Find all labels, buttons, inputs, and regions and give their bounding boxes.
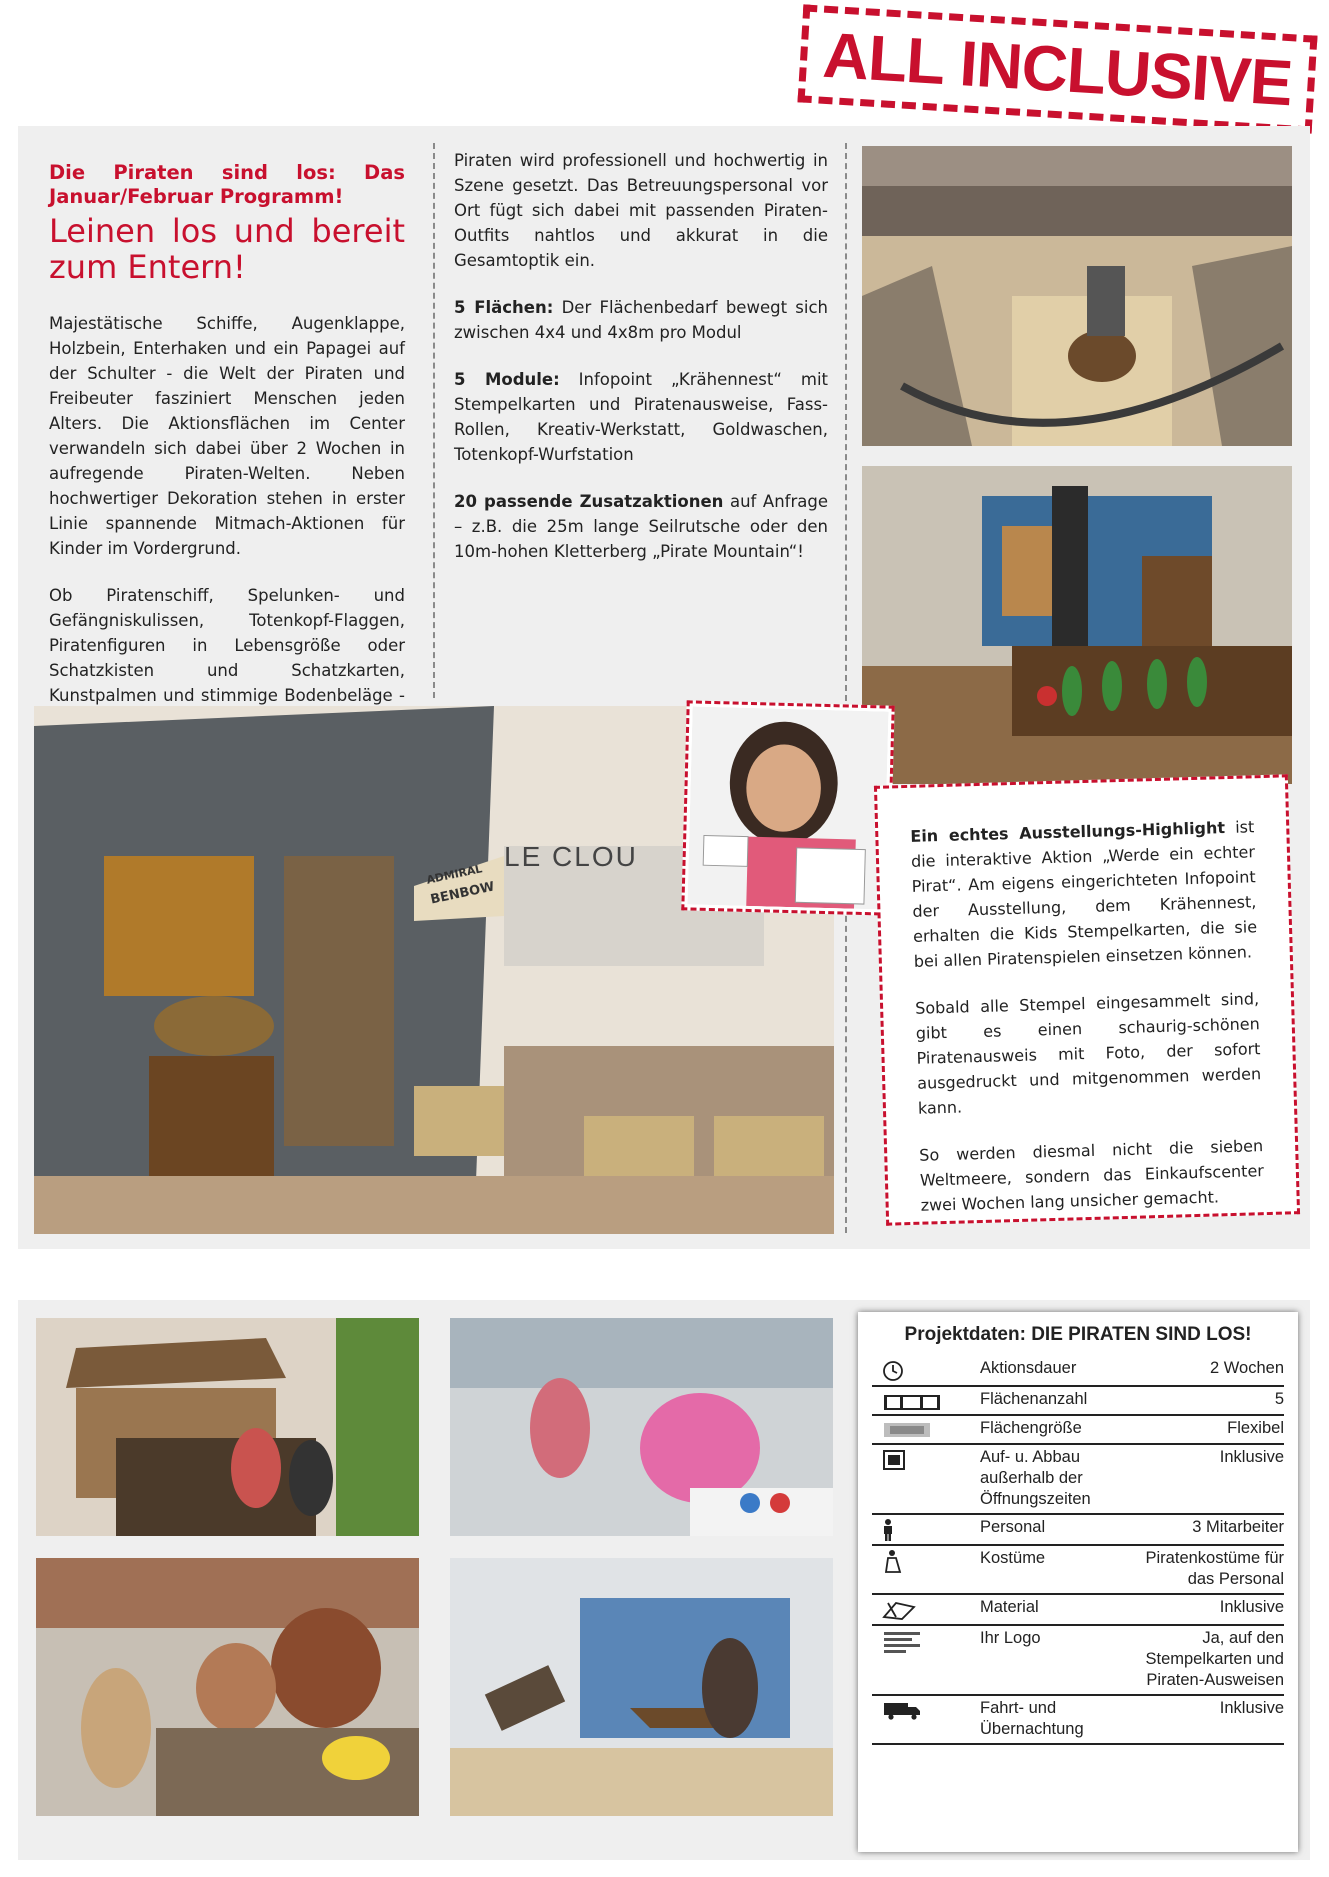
- project-row-label: Kostüme: [980, 1549, 1046, 1567]
- project-row-label: Flächengröße: [980, 1419, 1082, 1437]
- module-text: Infopoint „Krähennest“ mit Stempelkarten und Piratenausweise, Fass-Rollen, Kreativ-Werkstatt, Goldwaschen, Totenkopf-Wurfstation: [454, 370, 828, 464]
- callout-lead-paragraph: [910, 814, 1258, 974]
- project-row-value: 5: [1274, 1390, 1284, 1408]
- project-row-travel: [872, 1696, 1284, 1745]
- project-row-label: Personal: [980, 1518, 1046, 1536]
- intro-paragraph: Majestätische Schiffe, Augenklappe, Holzbein, Enterhaken und ein Papagei auf der Schulter - die Welt der Piraten und Freibeuter fasziniert Menschen jeden Alters. Die Aktionsflächen im Center verwandeln sich dabei über 2 Wochen in aufregende Piraten-Welten. Neben hochwertiger Dekoration stehen in erster Linie spannende Mitmach-Aktionen für Kinder im Vordergrund.: [49, 314, 405, 558]
- project-row-duration: [872, 1356, 1284, 1387]
- project-row-label: Auf- u. Abbau außerhalb der Öffnungszeiten: [980, 1448, 1091, 1508]
- truck-icon: [872, 1698, 980, 1740]
- project-row-value: Inklusive: [1219, 1699, 1284, 1717]
- project-row-value: 3 Mitarbeiter: [1192, 1518, 1284, 1536]
- project-row-value: Inklusive: [1219, 1448, 1284, 1466]
- zusatz-paragraph: [454, 489, 828, 564]
- module-paragraph: [454, 367, 828, 467]
- decoration-paragraph: Ob Piratenschiff, Spelunken- und Gefängniskulissen, Totenkopf-Flaggen, Piratenfiguren in Lebensgröße oder Schatzkisten und Schatzkarten, Kunstpalmen und stimmige Bodenbeläge -: [49, 586, 405, 705]
- zusatz-label: 20 passende Zusatzaktionen: [454, 492, 724, 511]
- stamp-text: ALL INCLUSIVE: [821, 18, 1294, 120]
- material-icon: [872, 1597, 980, 1621]
- project-row-logo: [872, 1626, 1284, 1696]
- project-row-value: Flexibel: [1227, 1419, 1284, 1437]
- clock-icon: [872, 1358, 980, 1382]
- pirate-id-girl-photo: [681, 700, 894, 915]
- face-painting-photo: [450, 1318, 833, 1536]
- project-row-costumes: [872, 1546, 1284, 1595]
- callout-lead-text: ist die interaktive Aktion „Werde ein echter Pirat“. Am eigens eingerichteten Infopoint der Ausstellung, dem Krähennest, erhalten die Kids Stempelkarten, die sie bei allen Piratenspielen einsetzen können.: [910, 817, 1258, 971]
- project-row-label: Fahrt- und Übernachtung: [980, 1699, 1084, 1738]
- logo-icon: [872, 1628, 980, 1691]
- flaechen-label: 5 Flächen:: [454, 298, 554, 317]
- project-row-value: Inklusive: [1219, 1598, 1284, 1616]
- project-row-label: Flächenanzahl: [980, 1390, 1088, 1408]
- project-row-staff: [872, 1515, 1284, 1546]
- left-text-column: [49, 161, 405, 755]
- project-row-label: Material: [980, 1598, 1039, 1616]
- flaechen-paragraph: [454, 295, 828, 345]
- cannon-photo: [450, 1558, 833, 1816]
- all-inclusive-stamp: [797, 4, 1317, 133]
- setup-icon: [872, 1447, 980, 1510]
- project-row-material: [872, 1595, 1284, 1626]
- project-row-area-size: [872, 1416, 1284, 1445]
- module-label: 5 Module:: [454, 370, 560, 389]
- project-row-value: 2 Wochen: [1210, 1359, 1284, 1377]
- project-row-label: Ihr Logo: [980, 1629, 1041, 1647]
- main-headline: Leinen los und bereit zum Entern!: [49, 212, 405, 286]
- project-row-setup: [872, 1445, 1284, 1515]
- gold-panning-photo: [36, 1558, 419, 1816]
- area-count-icon: [872, 1389, 980, 1411]
- barrel-rolling-photo: [862, 146, 1292, 446]
- costume-icon: [872, 1548, 980, 1590]
- callout-lead-bold: Ein echtes Ausstellungs-Highlight: [910, 818, 1226, 846]
- staging-paragraph: Piraten wird professionell und hochwertig in Szene gesetzt. Das Betreuungspersonal vor Ort fügt sich dabei mit passenden Piraten-Outfits nahtlos und akkurat in die Gesamtoptik ein.: [454, 151, 828, 270]
- project-row-value: Ja, auf den Stempelkarten und Piraten-Ausweisen: [1145, 1629, 1284, 1689]
- ship-sign-line1: ADMIRAL: [425, 862, 484, 887]
- skittles-photo: [862, 466, 1292, 784]
- zusatz-text: auf Anfrage – z.B. die 25m lange Seilrutsche oder den 10m-hohen Kletterberg „Pirate Mountain“!: [454, 492, 828, 561]
- program-heading: Die Piraten sind los: Das Januar/Februar Programm!: [49, 161, 405, 208]
- callout-closing-paragraph: So werden diesmal nicht die sieben Weltmeere, sondern das Einkaufscenter zwei Wochen lang unsicher gemacht.: [919, 1136, 1265, 1215]
- flaechen-text: Der Flächenbedarf bewegt sich zwischen 4x4 und 4x8m pro Modul: [454, 298, 828, 342]
- highlight-callout: [874, 774, 1300, 1225]
- project-row-value: Piratenkostüme für das Personal: [1145, 1549, 1284, 1588]
- person-icon: [872, 1517, 980, 1541]
- project-data-title: Projektdaten: DIE PIRATEN SIND LOS!: [904, 1324, 1252, 1345]
- callout-id-paragraph: Sobald alle Stempel eingesammelt sind, gibt es einen schaurig-schönen Piratenausweis mit Foto, der sofort ausgedruckt und mitgenommen werden kann.: [914, 989, 1262, 1118]
- column-divider-right: [845, 143, 847, 1233]
- ship-sign-line2: BENBOW: [429, 879, 496, 908]
- shop-sign-text: LE CLOU: [504, 841, 638, 872]
- area-size-icon: [872, 1418, 980, 1440]
- project-data-box: [858, 1312, 1298, 1852]
- project-row-label: Aktionsdauer: [980, 1359, 1077, 1377]
- column-divider-left: [433, 143, 435, 698]
- project-row-area-count: [872, 1387, 1284, 1416]
- middle-text-column: [454, 148, 828, 586]
- workshop-hut-photo: [36, 1318, 419, 1536]
